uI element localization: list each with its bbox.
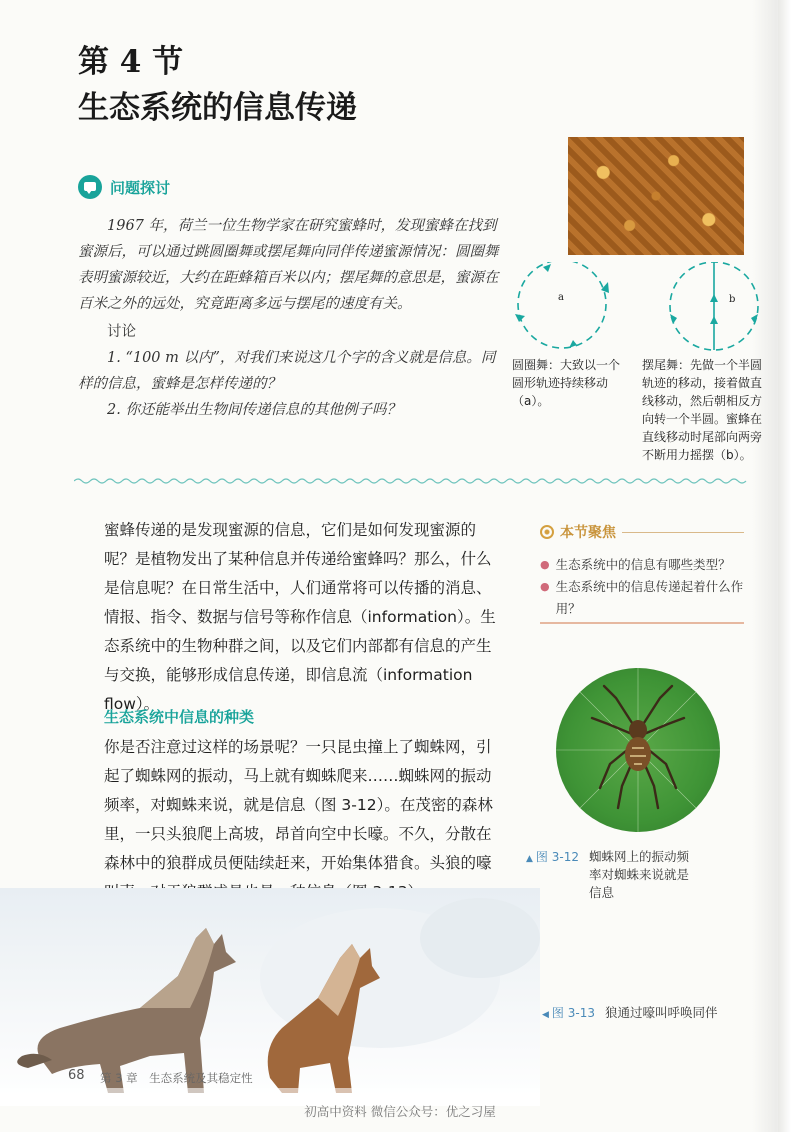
- chat-bubble-icon: [78, 175, 102, 199]
- page-edge-shadow: [778, 0, 800, 1132]
- arrow-icon: [710, 294, 718, 302]
- focus-item: [540, 576, 744, 620]
- question-2: 2. 你还能举出生物间传递信息的其他例子吗？: [107, 402, 401, 418]
- body-paragraph: 你是否注意过这样的场景呢？一只昆虫撞上了蜘蛛网，引起了蜘蛛网的振动，马上就有蜘蛛爬来……蜘蛛网的振动频率，对蜘蛛来说，就是信息（图 3-12）。在茂密的森林里，一只头狼爬上高坡，昂首向空中长嚎。不久，分散在森林中的狼群成员便陆续赶来，开始集体猎食。头狼的嚎: [104, 738, 493, 872]
- arrow-icon: [710, 316, 718, 324]
- focus-rule: [622, 532, 744, 533]
- figure-3-12-caption: [526, 848, 746, 902]
- chapter-footer: 第 3 章 生态系统及其稳定性: [100, 1071, 253, 1085]
- arrow-icon: [515, 314, 525, 322]
- problem-discussion-panel: [78, 175, 508, 423]
- problem-header: [78, 175, 508, 199]
- problem-paragraph: 1967 年，荷兰一位生物学家在研究蜜蜂时，发现蜜蜂在找到蜜源后，可以通过跳圆圈舞或摆尾舞向同伴传递蜜源情况：圆圈舞表明蜜源较近，大约在距蜂箱百米以内；摆尾舞的意思是，蜜源在百米之外的远处，究竟距离多远与摆尾的速度有关。: [78, 218, 499, 312]
- label-b: b: [729, 294, 736, 305]
- circle-dance-caption: 圆圈舞：大致以一个圆形轨迹持续移动（a）。: [512, 358, 621, 408]
- arrow-icon: [543, 264, 551, 272]
- wavy-divider: [74, 476, 750, 486]
- watermark-text: 初高中资料 微信公众号：优之习屋: [304, 1104, 496, 1119]
- figure-3-12-text: 蜘蛛网上的振动频率对蜘蛛来说就是信息: [588, 849, 689, 900]
- focus-item-text: 生态系统中的信息有哪些类型？: [555, 557, 731, 572]
- figure-3-13-tag: ◀ 图 3-13: [542, 1006, 595, 1020]
- arrow-icon: [751, 314, 758, 324]
- page-number: 68: [68, 1068, 85, 1083]
- section-heading: 生态系统的信息传递: [78, 90, 357, 126]
- triangle-icon: ◀: [542, 1010, 549, 1020]
- triangle-icon: ▲: [526, 854, 533, 864]
- section-focus-box: [540, 522, 744, 620]
- figure-3-13-text: 狼通过嚎叫呼唤同伴: [604, 1005, 718, 1020]
- figure-3-12-tag: ▲ 图 3-12: [526, 850, 579, 864]
- problem-body: [78, 213, 508, 423]
- circle-dance-path: [518, 262, 606, 348]
- main-text-intro: [104, 516, 504, 719]
- question-1: 1. “100 m 以内”，对我们来说这几个字的含义就是信息。同样的信息，蜜蜂是怎样传递的？: [78, 350, 496, 392]
- bullet-icon: ●: [540, 580, 550, 593]
- bee-dance-diagram: [505, 262, 765, 354]
- main-text-body: [104, 733, 504, 907]
- section-number: 第 4 节: [78, 44, 184, 80]
- section-title: [78, 42, 357, 130]
- arrow-icon: [670, 314, 677, 324]
- label-a: a: [558, 292, 564, 303]
- waggle-dance-caption: 摆尾舞：先做一个半圆轨迹的移动，接着做直线移动，然后朝相反方向转一个半圆。蜜蜂在直线移动时尾部向两旁不断用力摇摆（b）。: [642, 358, 763, 462]
- focus-header: [540, 522, 744, 542]
- intro-paragraph: 蜜蜂传递的是发现蜜源的信息，它们是如何发现蜜源的呢？是植物发出了某种信息并传递给蜜蜂吗？那么，什么是信息呢？在日常生活中，人们通常将可以传播的消息、情报、指令、数据与信号等称作信息（information）。生态系统中的生物种群之间，以及它们内部都有信息的产生与交换，能够形成信息传递，即信息流（information flow）。: [104, 521, 496, 713]
- focus-item-text: 生态系统中的信息传递起着什么作用？: [555, 579, 744, 616]
- arrow-icon: [569, 340, 577, 348]
- target-icon: [540, 525, 554, 539]
- subsection-heading: 生态系统中信息的种类: [104, 708, 255, 726]
- problem-title: 问题探讨: [110, 178, 171, 197]
- focus-bottom-rule: [540, 622, 744, 624]
- focus-list: [540, 554, 744, 620]
- spider-illustration: [556, 668, 720, 832]
- bullet-icon: ●: [540, 558, 550, 571]
- spider-photo: [556, 668, 720, 832]
- discuss-label: 讨论: [107, 324, 136, 340]
- figure-3-13-caption: [542, 1004, 752, 1024]
- honeybee-photo: [568, 137, 744, 255]
- focus-title: 本节聚焦: [560, 525, 616, 541]
- focus-item: [540, 554, 744, 576]
